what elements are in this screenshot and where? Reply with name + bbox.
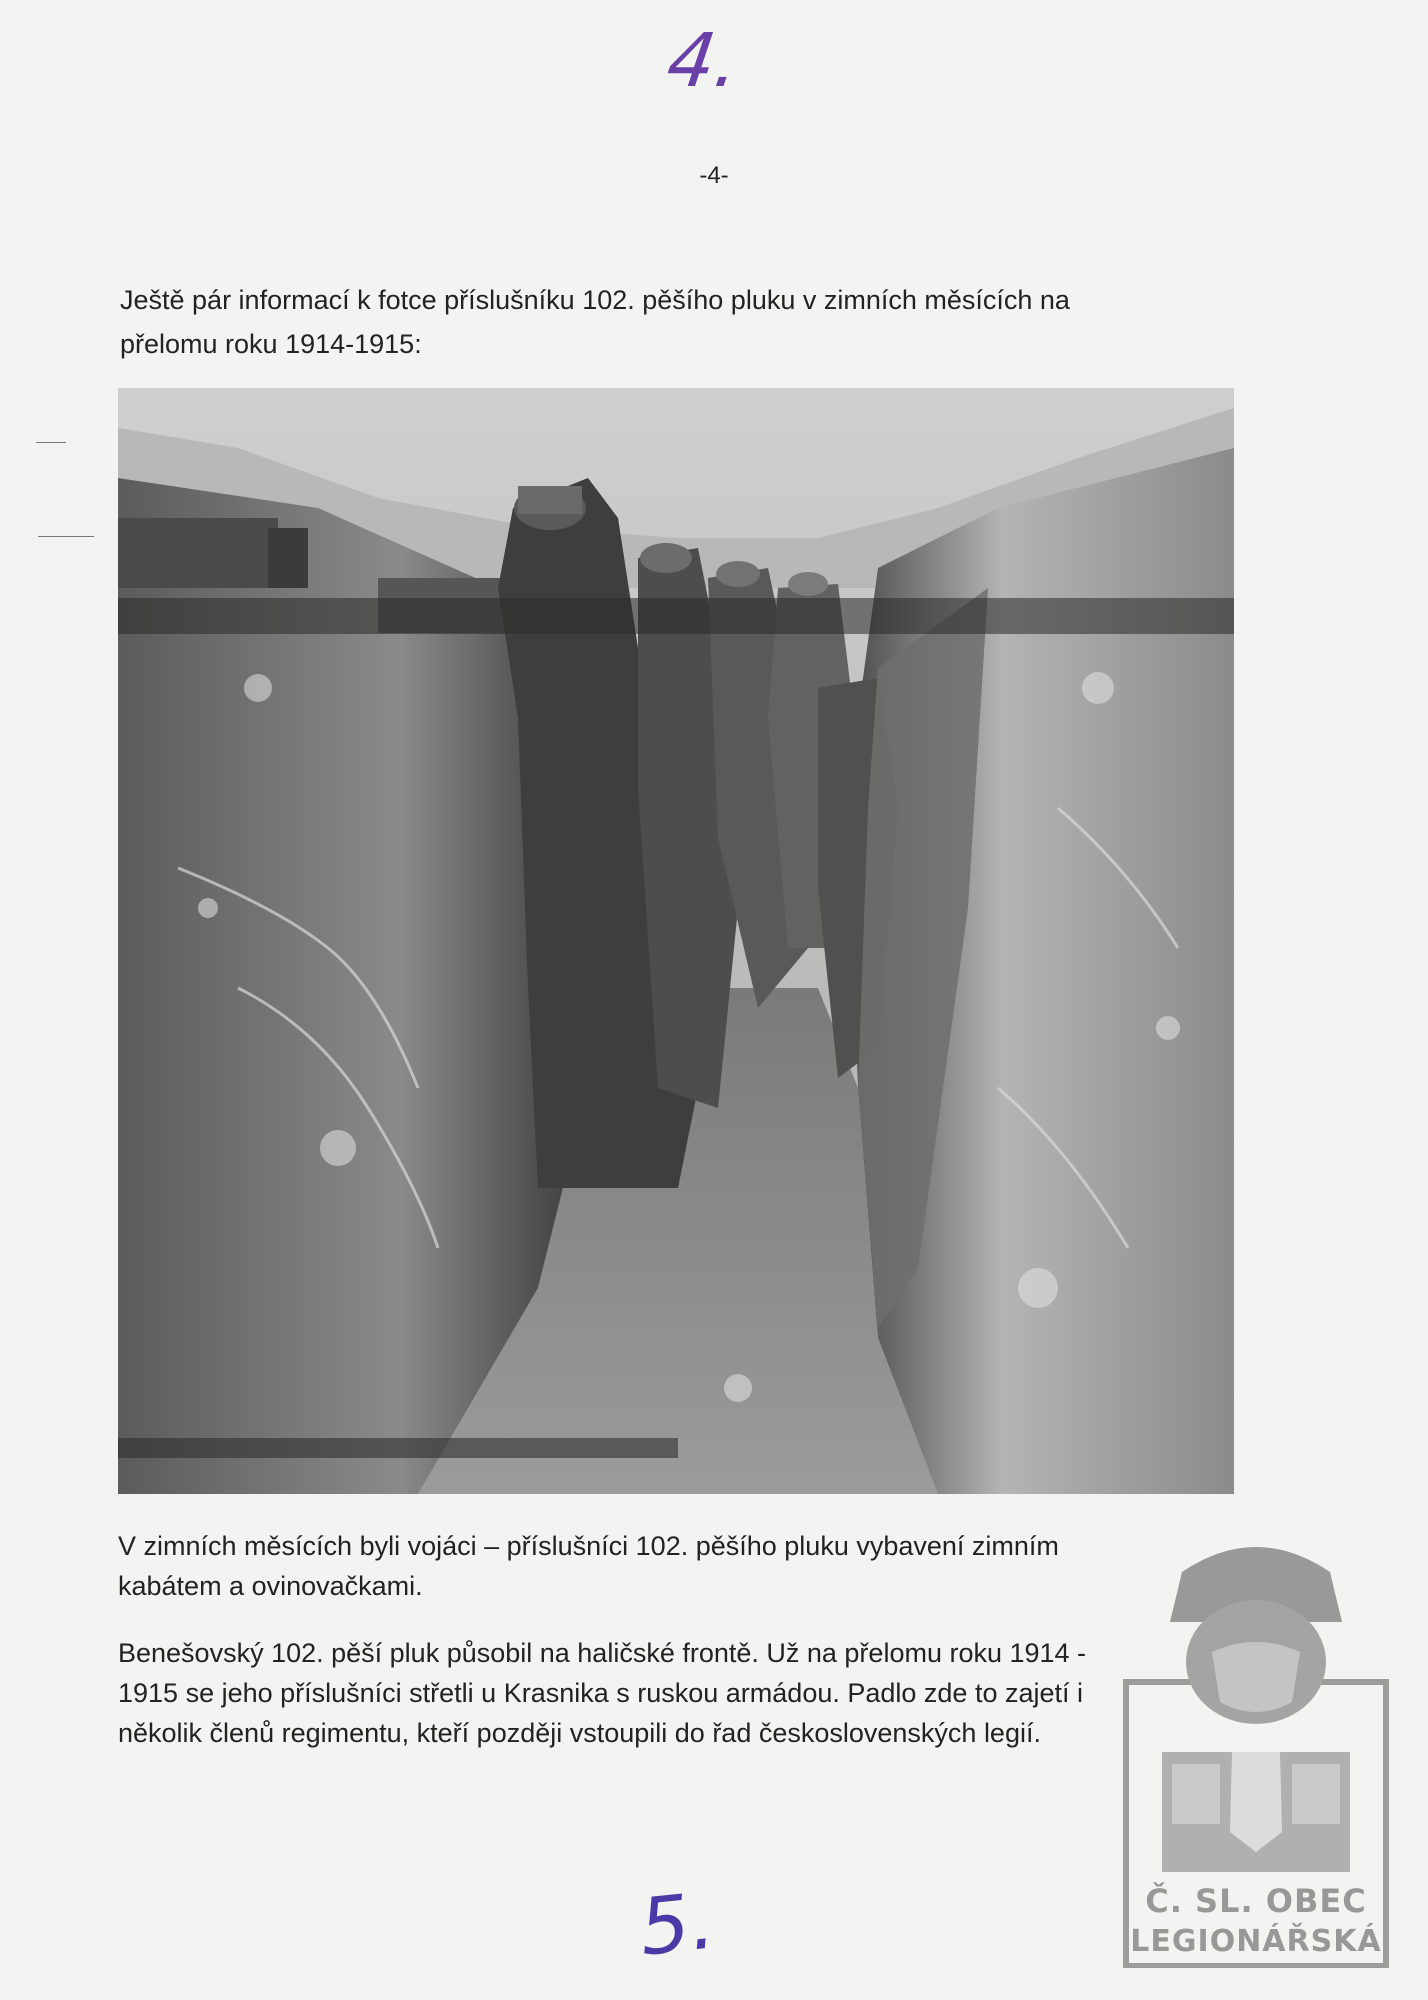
paragraph-line: Benešovský 102. pěší pluk působil na haličské frontě. Už na přelomu roku 1914 - [118, 1638, 1087, 1668]
caption-line: V zimních měsících byli vojáci – příslušníci 102. pěšího pluku vybavení zimním [118, 1531, 1059, 1561]
trench-photograph [118, 388, 1234, 1494]
paragraph-line: 1915 se jeho příslušníci střetli u Krasnika s ruskou armádou. Padlo zde to zajetí i [118, 1678, 1083, 1708]
margin-mark [36, 442, 66, 443]
stamp-text-line2: LEGIONÁŘSKÁ [1130, 1924, 1382, 1959]
caption-line: kabátem a ovinovačkami. [118, 1571, 423, 1601]
paragraph-line: několik členů regimentu, kteří později vstoupili do řad československých legií. [118, 1718, 1041, 1748]
body-paragraph [118, 1633, 1266, 1753]
stamp-text-line1: Č. SL. OBEC [1145, 1882, 1367, 1920]
handwritten-page-number-top: 4. [661, 18, 745, 104]
intro-text [120, 278, 1270, 366]
page-number: -4- [699, 162, 729, 189]
photo-illustration [118, 388, 1234, 1494]
legion-stamp [1122, 1532, 1390, 1968]
handwritten-page-number-bottom: 5. [635, 1876, 719, 1974]
intro-line: přelomu roku 1914-1915: [120, 329, 422, 359]
intro-line: Ještě pár informací k fotce příslušníku 102. pěšího pluku v zimních měsících na [120, 285, 1070, 315]
margin-mark [38, 536, 94, 537]
photo-caption [118, 1526, 1266, 1606]
